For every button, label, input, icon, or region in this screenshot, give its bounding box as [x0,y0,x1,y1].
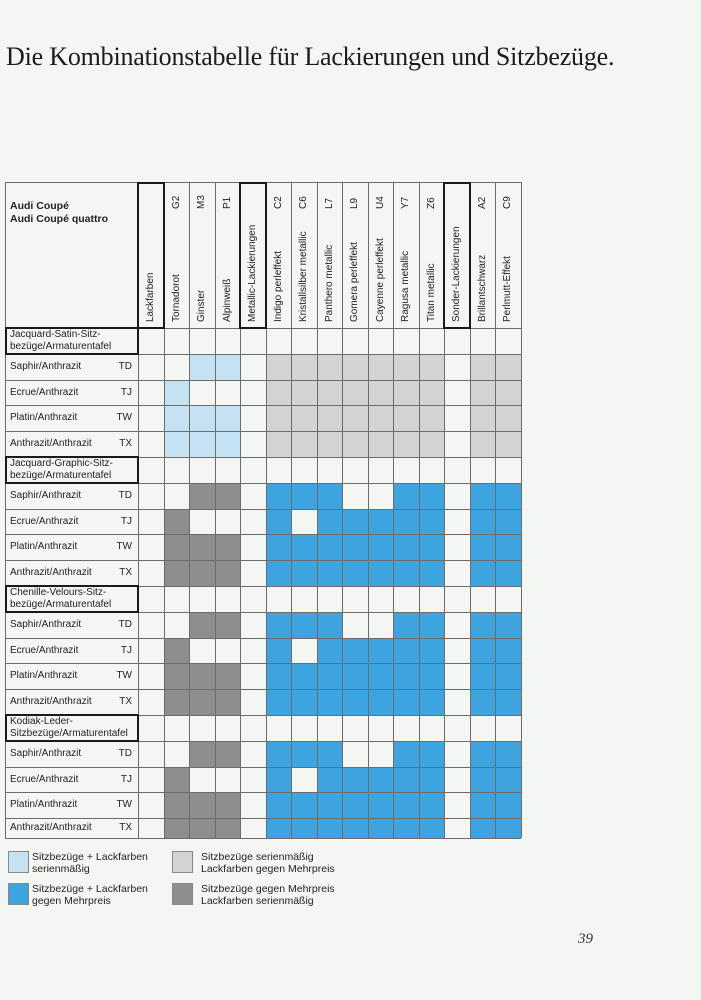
column-label: Cayenne perleffekt [374,238,386,322]
color-cell [419,741,444,767]
color-cell [266,612,291,638]
group-title: Jacquard-Graphic-Sitz-bezüge/Armaturentafel [10,458,113,481]
column-code: G2 [170,195,182,209]
color-cell [317,405,342,431]
color-cell [164,689,189,715]
color-cell [164,792,189,818]
color-cell [291,612,317,638]
color-cell [291,405,317,431]
column-label: Tornadorot [170,274,182,322]
row-code: TJ [120,644,132,656]
color-cell [189,483,215,509]
row-code: TX [119,438,132,449]
color-cell [470,689,495,715]
color-cell [291,431,317,457]
color-cell [215,560,240,586]
row-label: Anthrazit/Anthrazit [10,696,92,707]
grid-line-v [342,182,343,838]
color-cell [342,663,368,689]
color-cell [393,509,419,534]
group-title: Chenille-Velours-Sitz-bezüge/Armaturentafel [10,587,112,610]
color-cell [495,354,521,380]
grid-line-v [495,182,496,838]
group-title: Kodiak-Leder-Sitzbezüge/Armaturentafel [10,716,128,739]
column-code: A2 [476,196,488,209]
grid-line-v [189,182,190,838]
legend-swatch-light-blue [8,851,29,873]
color-cell [470,534,495,560]
color-cell [215,534,240,560]
column-label: Gomera perleffekt [349,242,360,322]
color-cell [495,767,521,792]
color-cell [215,792,240,818]
color-cell [342,431,368,457]
color-cell [266,534,291,560]
color-cell [164,767,189,792]
color-cell [291,663,317,689]
color-cell [215,741,240,767]
legend-text: Sitzbezüge + Lackfarben gegen Mehrpreis [32,883,148,907]
row-label: Platin/Anthrazit [10,799,78,810]
color-cell [266,638,291,663]
grid-line-v [291,182,292,838]
column-label: Lackfarben [145,272,156,322]
column-code: Z6 [425,197,437,209]
color-cell [419,792,444,818]
color-cell [470,767,495,792]
color-cell [215,431,240,457]
color-cell [164,638,189,663]
color-cell [189,534,215,560]
color-cell [342,405,368,431]
row-label: Anthrazit/Anthrazit [10,822,92,833]
color-cell [419,405,444,431]
color-cell [342,818,368,838]
color-cell [368,354,393,380]
row-label: Saphir/Anthrazit [10,748,82,759]
row-label: Saphir/Anthrazit [10,490,82,501]
color-cell [470,663,495,689]
color-cell [215,405,240,431]
color-cell [342,534,368,560]
color-cell [164,534,189,560]
row-label: Anthrazit/Anthrazit [10,438,92,449]
page-number: 39 [578,931,593,947]
color-cell [291,483,317,509]
color-cell [393,638,419,663]
color-cell [266,560,291,586]
color-cell [189,612,215,638]
column-label: Ginster [196,289,207,322]
color-cell [189,792,215,818]
color-cell [495,638,521,663]
color-cell [368,689,393,715]
page-title: Die Kombinationstabelle für Lackierungen und Sitzbezüge. [6,42,615,71]
color-cell [189,354,215,380]
color-cell [189,405,215,431]
color-cell [393,483,419,509]
color-cell [495,509,521,534]
row-code: TX [119,822,132,833]
color-cell [470,509,495,534]
row-label: Platin/Anthrazit [10,670,78,681]
column-label: Sonder-Lackierungen [451,226,462,322]
color-cell [291,792,317,818]
color-cell [164,380,189,405]
color-cell [317,380,342,405]
color-cell [266,405,291,431]
color-cell [495,689,521,715]
color-cell [419,612,444,638]
row-code: TJ [120,773,132,785]
column-code: C6 [298,196,309,209]
color-cell [419,767,444,792]
row-code: TW [116,670,132,681]
color-cell [317,767,342,792]
model-name: Audi Coupé quattro [10,213,108,225]
row-label: Platin/Anthrazit [10,541,78,552]
color-cell [215,354,240,380]
column-code: M3 [196,195,207,209]
color-cell [291,818,317,838]
color-cell [470,612,495,638]
color-cell [470,354,495,380]
color-cell [470,560,495,586]
color-cell [368,405,393,431]
color-cell [419,818,444,838]
color-cell [342,767,368,792]
color-cell [470,483,495,509]
color-cell [291,689,317,715]
row-code: TJ [120,386,132,398]
color-cell [342,792,368,818]
color-cell [495,534,521,560]
color-cell [317,689,342,715]
color-cell [291,534,317,560]
combination-table [5,182,521,838]
color-cell [393,534,419,560]
color-cell [317,560,342,586]
color-cell [317,663,342,689]
color-cell [266,741,291,767]
color-cell [164,818,189,838]
color-cell [317,638,342,663]
color-cell [495,483,521,509]
grid-line-v [521,182,522,838]
column-label: Titan metallic [425,263,437,322]
color-cell [393,663,419,689]
color-cell [419,509,444,534]
color-cell [393,612,419,638]
column-label: Panthero metallic [323,244,335,322]
color-cell [266,818,291,838]
color-cell [317,534,342,560]
color-cell [470,741,495,767]
color-cell [164,509,189,534]
column-code: U4 [374,196,386,209]
color-cell [495,818,521,838]
row-code: TD [118,361,132,372]
color-cell [495,431,521,457]
column-label: Metallic-Lackierungen [247,224,258,322]
color-cell [419,638,444,663]
column-label: Indigo perleffekt [272,251,284,322]
row-code: TJ [120,515,132,527]
row-code: TW [116,541,132,552]
color-cell [215,818,240,838]
column-label: Kristallsilber metallic [298,231,309,322]
model-name: Audi Coupé [10,200,69,212]
color-cell [317,612,342,638]
column-code: L7 [323,197,335,209]
color-cell [342,509,368,534]
model-names [10,200,108,226]
color-cell [470,380,495,405]
color-cell [189,818,215,838]
color-cell [342,380,368,405]
color-cell [393,818,419,838]
color-cell [164,560,189,586]
row-label: Saphir/Anthrazit [10,619,82,630]
color-cell [419,354,444,380]
row-label: Platin/Anthrazit [10,412,78,423]
column-label: Perlmutt-Effekt [502,256,513,322]
color-cell [368,534,393,560]
row-code: TW [116,799,132,810]
color-cell [266,431,291,457]
color-cell [368,792,393,818]
row-label: Ecrue/Anthrazit [10,515,79,527]
color-cell [393,405,419,431]
color-cell [266,792,291,818]
column-code: C9 [502,196,513,209]
color-cell [393,354,419,380]
color-cell [215,483,240,509]
color-cell [393,380,419,405]
legend-text: Sitzbezüge serienmäßig Lackfarben gegen Mehrpreis [201,851,335,875]
color-cell [317,509,342,534]
color-cell [215,689,240,715]
color-cell [189,560,215,586]
color-cell [317,354,342,380]
color-cell [342,354,368,380]
group-title: Jacquard-Satin-Sitz-bezüge/Armaturentafel [10,329,112,352]
legend-swatch-dark-gray [172,883,193,905]
legend-swatch-light-gray [172,851,193,873]
color-cell [266,663,291,689]
row-label: Saphir/Anthrazit [10,361,82,372]
color-cell [266,380,291,405]
color-cell [393,741,419,767]
color-cell [317,818,342,838]
legend-text: Sitzbezüge gegen Mehrpreis Lackfarben serienmäßig [201,883,335,907]
color-cell [291,560,317,586]
color-cell [291,380,317,405]
color-cell [164,431,189,457]
color-cell [215,612,240,638]
color-cell [470,818,495,838]
color-cell [215,663,240,689]
row-label: Ecrue/Anthrazit [10,773,79,785]
grid-line-v [393,182,394,838]
row-label: Anthrazit/Anthrazit [10,567,92,578]
color-cell [189,689,215,715]
row-label: Ecrue/Anthrazit [10,386,79,398]
row-label: Ecrue/Anthrazit [10,644,79,656]
column-code: P1 [221,196,233,209]
color-cell [393,767,419,792]
color-cell [495,405,521,431]
color-cell [419,663,444,689]
color-cell [189,663,215,689]
color-cell [495,792,521,818]
grid-line-v [317,182,318,838]
color-cell [368,380,393,405]
column-label: Ragusa metallic [400,250,411,322]
legend-text: Sitzbezüge + Lackfarben serienmäßig [32,851,148,875]
row-code: TD [118,748,132,759]
color-cell [393,792,419,818]
color-cell [495,741,521,767]
color-cell [342,689,368,715]
color-cell [164,405,189,431]
color-cell [317,792,342,818]
color-cell [495,380,521,405]
color-cell [419,431,444,457]
color-cell [419,483,444,509]
color-cell [368,509,393,534]
color-cell [291,741,317,767]
column-label: Alpinweiß [221,278,233,322]
color-cell [368,767,393,792]
color-cell [470,638,495,663]
color-cell [495,612,521,638]
color-cell [419,689,444,715]
color-cell [291,354,317,380]
color-cell [317,431,342,457]
row-code: TD [118,490,132,501]
color-cell [189,741,215,767]
color-cell [419,560,444,586]
color-cell [368,431,393,457]
color-cell [368,818,393,838]
color-cell [266,509,291,534]
color-cell [470,792,495,818]
color-cell [342,560,368,586]
column-code: C2 [272,196,284,209]
color-cell [470,431,495,457]
row-code: TX [119,696,132,707]
color-cell [189,431,215,457]
legend-swatch-blue [8,883,29,905]
grid-line-v [368,182,369,838]
color-cell [393,689,419,715]
color-cell [368,638,393,663]
color-cell [470,405,495,431]
row-code: TW [116,412,132,423]
color-cell [164,663,189,689]
column-code: Y7 [400,196,411,209]
color-cell [317,483,342,509]
color-cell [266,354,291,380]
color-cell [368,663,393,689]
color-cell [419,534,444,560]
row-code: TD [118,619,132,630]
column-code: L9 [349,197,360,209]
color-cell [266,689,291,715]
grid-line-v [419,182,420,838]
color-cell [495,560,521,586]
color-cell [393,431,419,457]
color-cell [266,767,291,792]
row-code: TX [119,567,132,578]
color-cell [342,638,368,663]
column-label: Brillantschwarz [476,254,488,322]
color-cell [368,560,393,586]
color-cell [495,663,521,689]
color-cell [317,741,342,767]
color-cell [266,483,291,509]
grid-line-v [215,182,216,838]
color-cell [393,560,419,586]
color-cell [419,380,444,405]
